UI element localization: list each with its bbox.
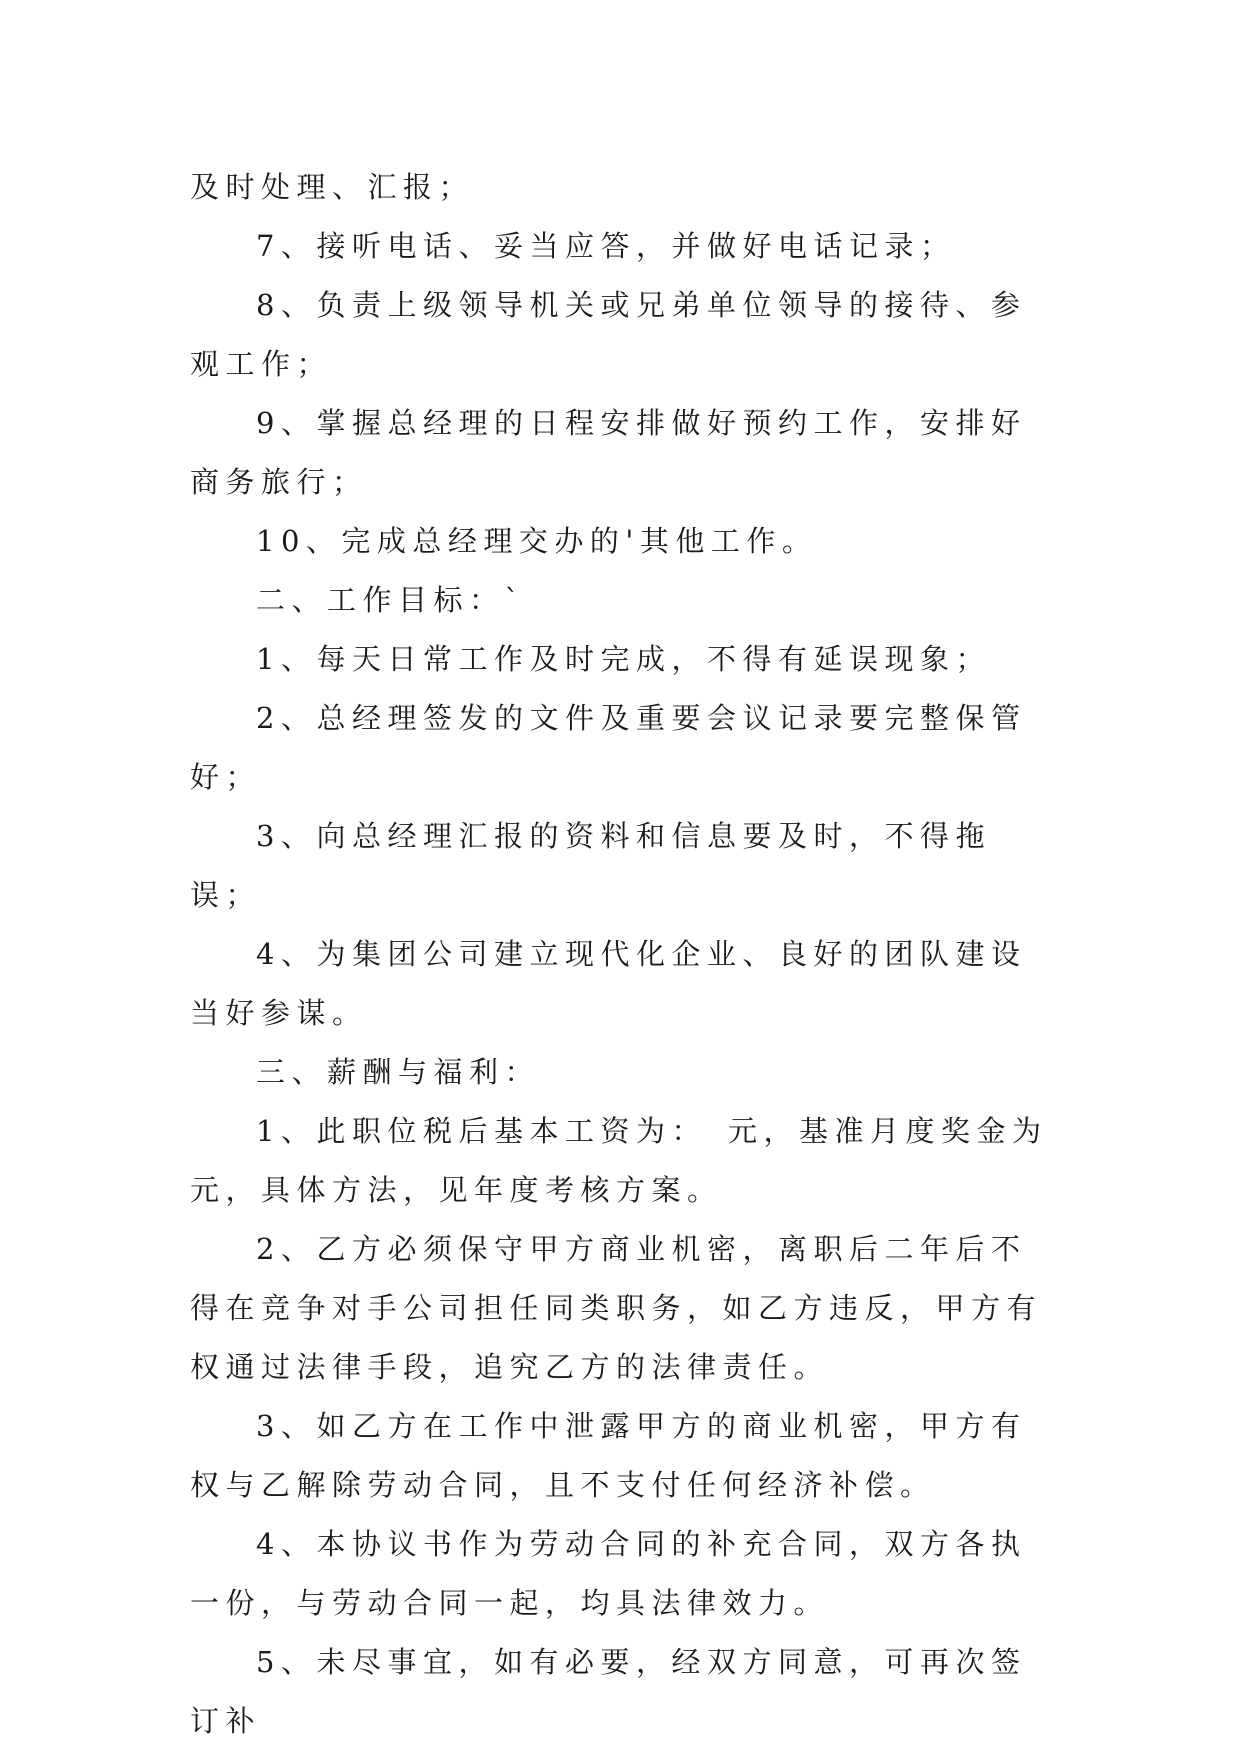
paragraph: 9、掌握总经理的日程安排做好预约工作，安排好商务旅行； (190, 406, 1027, 499)
paragraph: 7、接听电话、妥当应答，并做好电话记录； (256, 229, 956, 263)
paragraph: 5、未尽事宜，如有必要，经双方同意，可再次签订补 (190, 1645, 1027, 1738)
paragraph: 1、此职位税后基本工资为： 元，基准月度奖金为 元，具体方法，见年度考核方案。 (190, 1114, 1048, 1207)
paragraph: 及时处理、汇报； (190, 170, 475, 204)
section-heading: 三、薪酬与福利： (256, 1055, 541, 1089)
paragraph: 3、如乙方在工作中泄露甲方的商业机密，甲方有权与乙解除劳动合同，且不支付任何经济补偿。 (190, 1409, 1027, 1502)
paragraph: 2、乙方必须保守甲方商业机密，离职后二年后不得在竞争对手公司担任同类职务，如乙方违反，甲方有权通过法律手段，追究乙方的法律责任。 (190, 1232, 1043, 1384)
paragraph: 4、为集团公司建立现代化企业、良好的团队建设当好参谋。 (190, 937, 1027, 1030)
paragraph: 10、完成总经理交办的'其他工作。 (256, 524, 818, 558)
section-heading: 二、工作目标：` (256, 583, 526, 617)
paragraph: 2、总经理签发的文件及重要会议记录要完整保管好； (190, 701, 1027, 794)
paragraph: 3、向总经理汇报的资料和信息要及时，不得拖误； (190, 819, 991, 912)
paragraph: 8、负责上级领导机关或兄弟单位领导的接待、参观工作； (190, 288, 1027, 381)
paragraph: 4、本协议书作为劳动合同的补充合同，双方各执一份，与劳动合同一起，均具法律效力。 (190, 1527, 1027, 1620)
paragraph: 1、每天日常工作及时完成，不得有延误现象； (256, 642, 991, 676)
document-body (190, 158, 1050, 1751)
